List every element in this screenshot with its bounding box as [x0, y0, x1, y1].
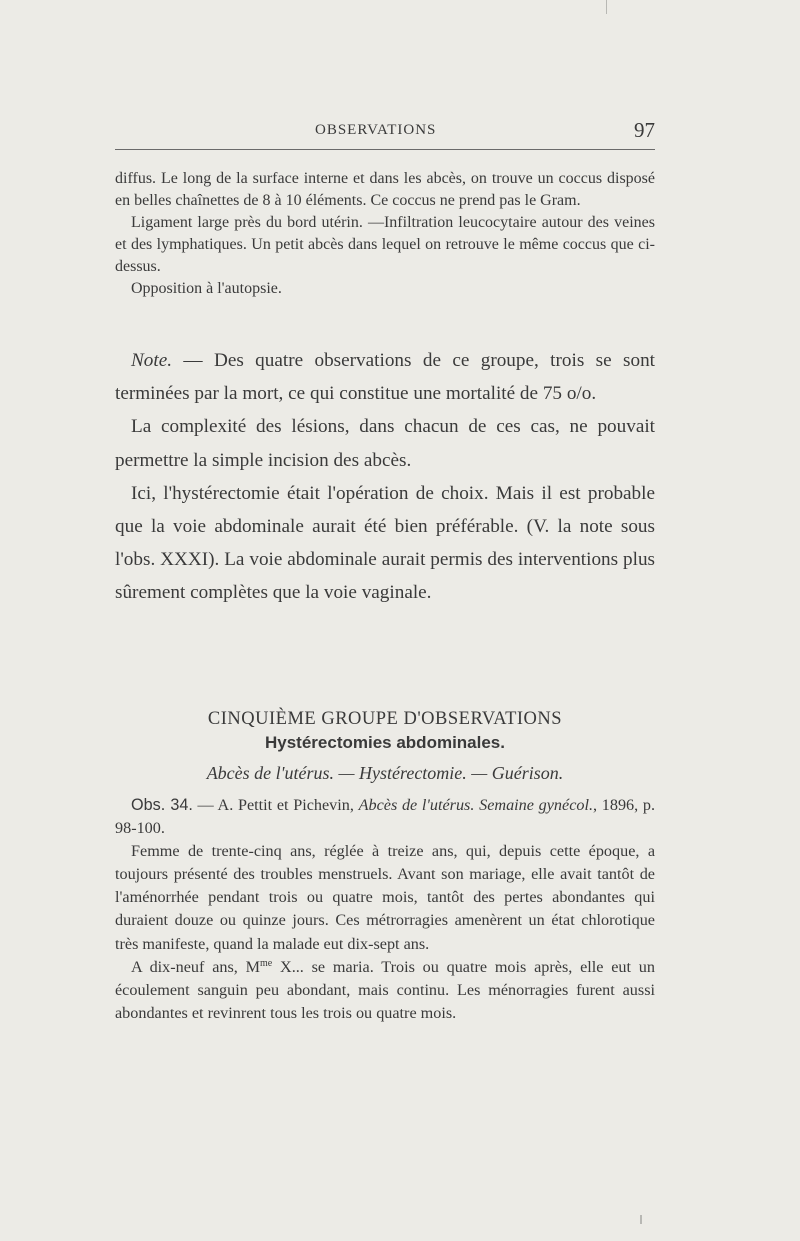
obs-label: Obs. 34.	[131, 796, 193, 814]
paragraph	[115, 956, 655, 1025]
page-number: 97	[634, 118, 655, 142]
observation-continuation	[115, 168, 655, 300]
paragraph: Ligament large près du bord utérin. —Infiltration leucocytaire autour des veines et des lymphatiques. Un petit abcès dans lequel on retrouve le même coccus que ci-dessus.	[115, 214, 655, 275]
text-fragment: X... se maria. Trois ou quatre mois après, elle eut un écoulement sanguin peu abondant, mais continu. Les ménorragies furent aussi abondantes et revinrent tous les trois ou quatre mois.	[115, 957, 655, 1022]
paragraph: Opposition à l'autopsie.	[131, 280, 282, 297]
header-rule	[115, 149, 655, 150]
section-heading: CINQUIÈME GROUPE D'OBSERVATIONS	[207, 709, 563, 729]
observation-34	[115, 794, 655, 1025]
superscript: me	[260, 957, 273, 969]
paragraph: La complexité des lésions, dans chacun de ces cas, ne pouvait permettre la simple incision des abcès.	[115, 416, 655, 471]
paragraph: Ici, l'hystérectomie était l'opération de choix. Mais il est probable que la voie abdominale aurait été bien préférable. (V. la note sous l'obs. XXXI). La voie abdominale aurait permis des interventions plus sûrement complètes que la voie vaginale.	[115, 482, 655, 604]
note-label: Note.	[131, 350, 173, 371]
scan-speck	[640, 1215, 642, 1224]
section-subheading: Hystérectomies abdominales.	[265, 733, 505, 752]
note-text: — Des quatre observations de ce groupe, trois se sont terminées par la mort, ce qui constitue une mortalité de 75 o/o.	[115, 350, 655, 405]
paragraph	[115, 794, 655, 840]
ref-authors: — A. Pettit et Pichevin,	[192, 796, 359, 814]
scan-speck	[606, 0, 607, 14]
case-title: Abcès de l'utérus. — Hystérectomie. — Guérison.	[206, 763, 564, 783]
running-header	[115, 118, 655, 144]
note-block	[115, 344, 655, 610]
paragraph	[115, 344, 655, 410]
running-title: OBSERVATIONS	[315, 122, 437, 138]
ref-details: , 1896, p. 98-100.	[115, 796, 656, 838]
paragraph: Femme de trente-cinq ans, réglée à treize ans, qui, depuis cette époque, a toujours présenté des troubles menstruels. Avant son mariage, elle avait tantôt de l'aménorrhée pendant trois ou quatre mois, tantôt des pertes abondantes qui duraient douze ou quinze jours. Ces métrorragies amenèrent un état chlorotique très manifeste, quand la malade eut dix-sept ans.	[115, 842, 655, 953]
text-fragment: A dix-neuf ans, M	[131, 957, 260, 976]
paragraph: diffus. Le long de la surface interne et dans les abcès, on trouve un coccus disposé en belles chaînettes de 8 à 10 éléments. Ce coccus ne prend pas le Gram.	[115, 170, 655, 209]
ref-title: Abcès de l'utérus. Semaine gynécol.	[358, 796, 594, 814]
